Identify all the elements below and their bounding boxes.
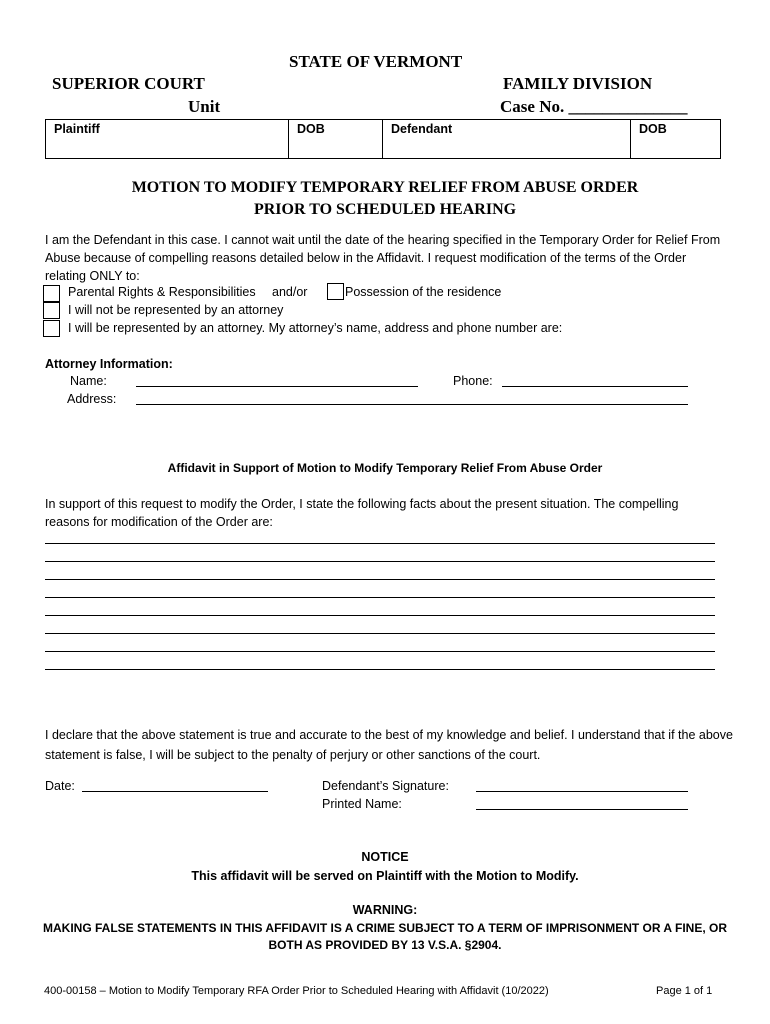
- attorney-address-label: Address:: [67, 392, 117, 406]
- defendant-dob-cell[interactable]: [631, 120, 721, 159]
- and-or-label: and/or: [272, 285, 308, 299]
- reasons-line[interactable]: [45, 561, 715, 562]
- parental-rights-checkbox[interactable]: [43, 285, 60, 302]
- warning-heading: WARNING:: [352, 903, 418, 917]
- attorney-phone-label: Phone:: [453, 374, 493, 388]
- defendant-cell[interactable]: [383, 120, 631, 159]
- not-represented-label: I will not be represented by an attorney: [68, 303, 284, 317]
- plaintiff-dob-cell[interactable]: [289, 120, 383, 159]
- printed-name-label: Printed Name:: [322, 797, 402, 811]
- case-number-field[interactable]: Case No. ______________: [500, 97, 688, 116]
- reasons-line[interactable]: [45, 579, 715, 580]
- page-number: Page 1 of 1: [656, 985, 713, 997]
- reasons-line[interactable]: [45, 615, 715, 616]
- defendant-label: Defendant: [391, 122, 453, 136]
- warning-text-line2: BOTH AS PROVIDED BY 13 V.S.A. §2904.: [268, 938, 502, 952]
- division-heading: FAMILY DIVISION: [503, 74, 653, 93]
- intro-paragraph: I am the Defendant in this case. I cannot wait until the date of the hearing specified in the Temporary Order for Relief From Abuse because of compelling reasons detailed below in the Affidavit. I request modification of the terms of the Order relating ONLY to:: [45, 233, 721, 283]
- residence-checkbox[interactable]: [327, 283, 344, 300]
- signature-field[interactable]: [476, 780, 688, 792]
- date-field[interactable]: [82, 780, 268, 792]
- reasons-line[interactable]: [45, 669, 715, 670]
- not-represented-checkbox[interactable]: [43, 302, 60, 319]
- reasons-line[interactable]: [45, 633, 715, 634]
- date-label: Date:: [45, 779, 75, 793]
- represented-label: I will be represented by an attorney. My attorney’s name, address and phone number are:: [68, 321, 563, 335]
- declaration-paragraph: I declare that the above statement is true and accurate to the best of my knowledge and belief. I understand that if the above statement is false, I will be subject to the penalty of perjury or other sanctions of the court.: [45, 728, 733, 762]
- reasons-line[interactable]: [45, 651, 715, 652]
- motion-title-line2: PRIOR TO SCHEDULED HEARING: [253, 201, 517, 218]
- attorney-name-field[interactable]: [136, 375, 418, 387]
- attorney-phone-field[interactable]: [502, 375, 688, 387]
- notice-text: This affidavit will be served on Plaintiff with the Motion to Modify.: [191, 869, 579, 883]
- signature-label: Defendant’s Signature:: [322, 779, 449, 793]
- reasons-line[interactable]: [45, 543, 715, 544]
- plaintiff-label: Plaintiff: [54, 122, 100, 136]
- form-id-footer: 400-00158 – Motion to Modify Temporary RFA Order Prior to Scheduled Hearing with Affidavit (10/2022): [44, 985, 549, 997]
- state-heading: STATE OF VERMONT: [289, 52, 463, 71]
- plaintiff-dob-label: DOB: [297, 122, 325, 136]
- warning-text-line1: MAKING FALSE STATEMENTS IN THIS AFFIDAVIT IS A CRIME SUBJECT TO A TERM OF IMPRISONMENT OR A FINE, OR: [42, 921, 727, 935]
- residence-label: Possession of the residence: [345, 285, 502, 299]
- plaintiff-cell[interactable]: [46, 120, 289, 159]
- court-heading: SUPERIOR COURT: [52, 74, 205, 93]
- attorney-address-field[interactable]: [136, 393, 688, 405]
- represented-checkbox[interactable]: [43, 320, 60, 337]
- defendant-dob-label: DOB: [639, 122, 667, 136]
- attorney-heading: Attorney Information:: [45, 357, 173, 371]
- unit-label: Unit: [188, 97, 221, 116]
- affidavit-intro: In support of this request to modify the Order, I state the following facts about the present situation. The compelling reasons for modification of the Order are:: [45, 497, 679, 529]
- printed-name-field[interactable]: [476, 798, 688, 810]
- attorney-name-label: Name:: [70, 374, 107, 388]
- parties-table: [45, 119, 721, 159]
- motion-title-line1: MOTION TO MODIFY TEMPORARY RELIEF FROM ABUSE ORDER: [131, 179, 639, 196]
- reasons-line[interactable]: [45, 597, 715, 598]
- affidavit-heading: Affidavit in Support of Motion to Modify Temporary Relief From Abuse Order: [167, 461, 603, 475]
- parental-rights-label: Parental Rights & Responsibilities: [68, 285, 256, 299]
- notice-heading: NOTICE: [361, 850, 409, 864]
